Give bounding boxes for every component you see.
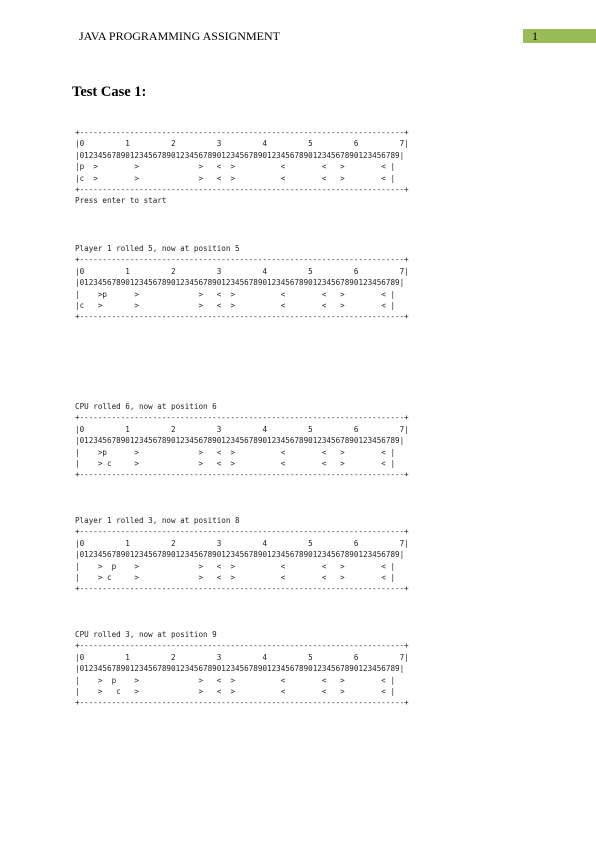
page-number-box [523, 29, 596, 43]
game-board: +-----------------------------------------------------------------------+ |0 1 2 3 4 5 6 7| |0123456789012345678901234567890123456789012345678901234567890123456789| | >p > > < > < < > < | |c > > > < > < < > < | +-----------------------------------------------------------------------+ [75, 255, 409, 322]
page-number: 1 [532, 29, 538, 43]
roll-status: Player 1 rolled 3, now at position 8 [75, 516, 240, 525]
board-block-initial [75, 127, 465, 207]
game-board: +-----------------------------------------------------------------------+ |0 1 2 3 4 5 6 7| |0123456789012345678901234567890123456789012345678901234567890123456789| | > p > > < > < < > < | | > c > > < > < < > < | +-----------------------------------------------------------------------+ [75, 641, 409, 708]
board-block-cpu-roll-2 [75, 629, 465, 709]
board-block-player-roll-2 [75, 515, 465, 595]
roll-status: CPU rolled 6, now at position 6 [75, 402, 217, 411]
board-block-player-roll-1 [75, 243, 465, 323]
roll-status: Player 1 rolled 5, now at position 5 [75, 244, 240, 253]
section-title: Test Case 1: [72, 84, 147, 100]
game-board: +-----------------------------------------------------------------------+ |0 1 2 3 4 5 6 7| |0123456789012345678901234567890123456789012345678901234567890123456789| |p > > > < > < < > < | |c > > > < > < < > < | +-----------------------------------------------------------------------+ [75, 128, 409, 195]
document-header-title: JAVA PROGRAMMING ASSIGNMENT [79, 29, 280, 43]
roll-status: CPU rolled 3, now at position 9 [75, 630, 217, 639]
game-board: +-----------------------------------------------------------------------+ |0 1 2 3 4 5 6 7| |0123456789012345678901234567890123456789012345678901234567890123456789| | >p > > < > < < > < | | > c > > < > < < > < | +-----------------------------------------------------------------------+ [75, 413, 409, 480]
game-board: +-----------------------------------------------------------------------+ |0 1 2 3 4 5 6 7| |0123456789012345678901234567890123456789012345678901234567890123456789| | > p > > < > < < > < | | > c > > < > < < > < | +-----------------------------------------------------------------------+ [75, 527, 409, 594]
press-enter-prompt: Press enter to start [75, 196, 167, 206]
board-block-cpu-roll-1 [75, 401, 465, 481]
